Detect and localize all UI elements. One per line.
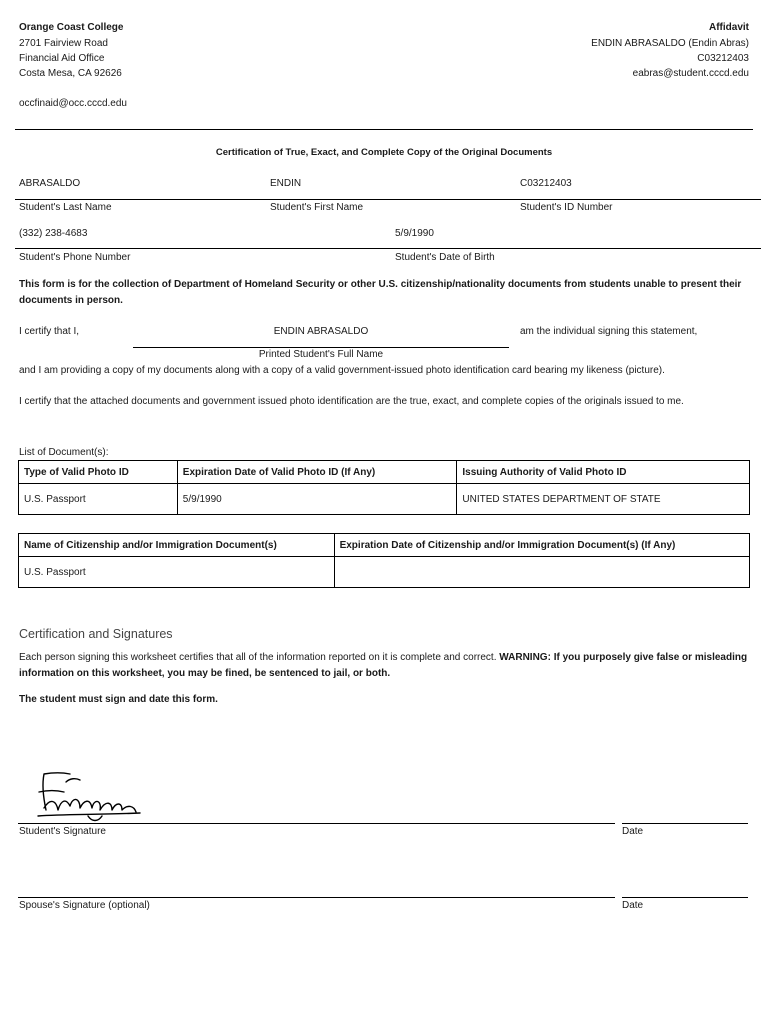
college-office: Financial Aid Office — [19, 53, 105, 64]
spouse-date-line — [622, 897, 748, 898]
certify-prefix: I certify that I, — [19, 326, 80, 337]
citizenship-document-name: U.S. Passport — [19, 557, 335, 588]
photo-id-expiration: 5/9/1990 — [177, 484, 457, 515]
photo-id-authority: UNITED STATES DEPARTMENT OF STATE — [457, 484, 750, 515]
certify-line-3: I certify that the attached documents and government issued photo identification are the true, exact, and complete copies of the originals issued to me. — [19, 396, 684, 407]
student-date-line — [622, 823, 748, 824]
table-row — [19, 484, 750, 515]
spouse-signature-line — [18, 897, 615, 898]
college-address: 2701 Fairview Road — [19, 38, 108, 49]
last-name-label: Student's Last Name — [19, 202, 112, 213]
affidavit-name: ENDIN ABRASALDO (Endin Abras) — [591, 38, 749, 49]
certification-heading: Certification and Signatures — [19, 627, 173, 641]
phone-row-divider — [15, 248, 761, 249]
student-signature-image — [36, 768, 146, 824]
photo-id-type: U.S. Passport — [19, 484, 178, 515]
student-id-label: Student's ID Number — [520, 202, 613, 213]
certification-text — [19, 650, 754, 682]
phone-label: Student's Phone Number — [19, 252, 131, 263]
certify-full-name: ENDIN ABRASALDO — [273, 326, 369, 337]
student-dob: 5/9/1990 — [395, 228, 434, 239]
affidavit-title: Affidavit — [709, 22, 749, 33]
affidavit-id: C03212403 — [697, 53, 749, 64]
student-date-label: Date — [622, 826, 644, 837]
table-row — [19, 557, 750, 588]
student-id: C03212403 — [520, 178, 572, 189]
affidavit-email: eabras@student.cccd.edu — [632, 68, 749, 79]
citizenship-table — [18, 533, 750, 588]
form-title: Certification of True, Exact, and Complete Copy of the Original Documents — [215, 147, 553, 158]
first-name-label: Student's First Name — [270, 202, 364, 213]
citizenship-header-row — [19, 534, 750, 557]
certification-statement: Each person signing this worksheet certifies that all of the information reported on it is complete and correct. — [19, 652, 500, 663]
header-divider — [15, 129, 753, 130]
dob-label: Student's Date of Birth — [395, 252, 495, 263]
student-signature-label: Student's Signature — [19, 826, 106, 837]
student-signature-line — [18, 823, 615, 824]
citizenship-document-expiration — [334, 557, 749, 588]
table-header: Type of Valid Photo ID — [19, 461, 178, 484]
certification-warning: WARNING: If you purposely give false or misleading information on this worksheet, you may be fined, be sentenced to jail, or both. — [19, 652, 748, 679]
name-row-divider — [15, 199, 761, 200]
college-name: Orange Coast College — [19, 22, 124, 33]
photo-id-table — [18, 460, 750, 515]
spouse-signature-label: Spouse's Signature (optional) — [19, 900, 150, 911]
college-email: occfinaid@occ.cccd.edu — [19, 98, 127, 109]
student-last-name: ABRASALDO — [19, 178, 81, 189]
certify-line-2: and I am providing a copy of my documents along with a copy of a valid government-issued photo identification card bearing my likeness (picture). — [19, 365, 665, 376]
full-name-line — [133, 347, 509, 348]
must-sign-notice: The student must sign and date this form. — [19, 694, 218, 705]
table-header: Expiration Date of Citizenship and/or Immigration Document(s) (If Any) — [334, 534, 749, 557]
certify-suffix: am the individual signing this statement, — [520, 326, 698, 337]
spouse-date-label: Date — [622, 900, 644, 911]
photo-id-header-row — [19, 461, 750, 484]
table-header: Issuing Authority of Valid Photo ID — [457, 461, 750, 484]
documents-heading: List of Document(s): — [19, 447, 109, 458]
college-city: Costa Mesa, CA 92626 — [19, 68, 122, 79]
purpose-statement: This form is for the collection of Department of Homeland Security or other U.S. citizenship/nationality documents from students unable to present their documents in person. — [19, 279, 742, 306]
student-phone: (332) 238-4683 — [19, 228, 88, 239]
full-name-label: Printed Student's Full Name — [258, 349, 384, 360]
table-header: Name of Citizenship and/or Immigration Document(s) — [19, 534, 335, 557]
student-first-name: ENDIN — [270, 178, 302, 189]
table-header: Expiration Date of Valid Photo ID (If Any) — [177, 461, 457, 484]
